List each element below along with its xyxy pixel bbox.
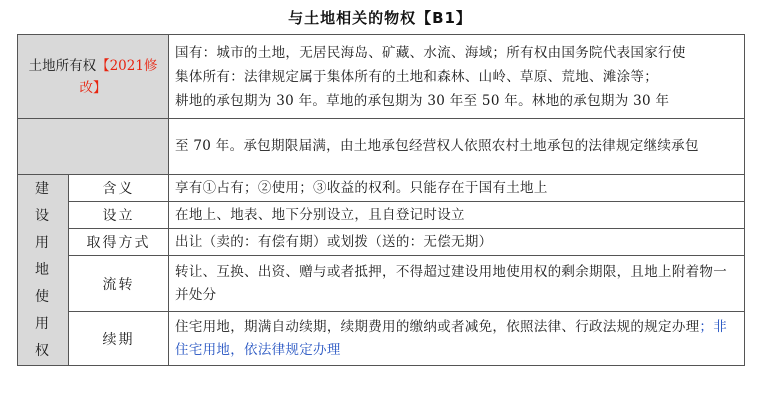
ownership-continued-cell xyxy=(169,119,745,175)
ownership-line: 国有：城市的土地，无居民海岛、矿藏、水流、海域；所有权由国务院代表国家行使 xyxy=(175,44,686,61)
row-label-establish: 设立 xyxy=(69,202,169,229)
construction-group-label: 建设用地使用权 xyxy=(18,175,69,366)
ownership-line: 耕地的承包期为 30 年。草地的承包期为 30 年至 50 年。林地的承包期为 30 年 xyxy=(175,92,670,109)
ownership-continued-blank xyxy=(18,119,169,175)
row-text-transfer: 转让、互换、出资、赠与或者抵押，不得超过建设用地使用权的剩余期限，且地上附着物一并处分 xyxy=(169,256,745,312)
ownership-line: 集体所有：法律规定属于集体所有的土地和森林、山岭、草原、荒地、滩涂等； xyxy=(175,68,659,85)
row-label-renewal: 续期 xyxy=(69,312,169,366)
revision-highlight: 【2021修改】 xyxy=(79,57,158,96)
ownership-label-cell xyxy=(18,35,169,119)
row-text-establish: 在地上、地表、地下分别设立，且自登记时设立 xyxy=(169,202,745,229)
row-text-renewal-note: ；非住宅用地，依法律规定办理 xyxy=(175,318,728,358)
land-rights-table xyxy=(17,34,745,366)
row-label-meaning: 含义 xyxy=(69,175,169,202)
ownership-text-cell xyxy=(169,35,745,119)
row-text-renewal: 住宅用地，期满自动续期，续期费用的缴纳或者减免，依照法律、行政法规的规定办理 xyxy=(175,318,700,335)
row-label-acquisition: 取得方式 xyxy=(69,229,169,256)
row-label-transfer: 流转 xyxy=(69,256,169,312)
row-text-acquisition: 出让（卖的：有偿有期）或划拨（送的：无偿无期） xyxy=(169,229,745,256)
row-text-meaning: 享有①占有；②使用；③收益的权利。只能存在于国有土地上 xyxy=(169,175,745,202)
ownership-continued-text: 至 70 年。承包期限届满，由土地承包经营权人依照农村土地承包的法律规定继续承包 xyxy=(175,138,699,154)
page-title: 与土地相关的物权【B1】 xyxy=(288,9,472,27)
ownership-label: 土地所有权 xyxy=(28,57,97,74)
row-text-renewal-cell xyxy=(169,312,745,366)
